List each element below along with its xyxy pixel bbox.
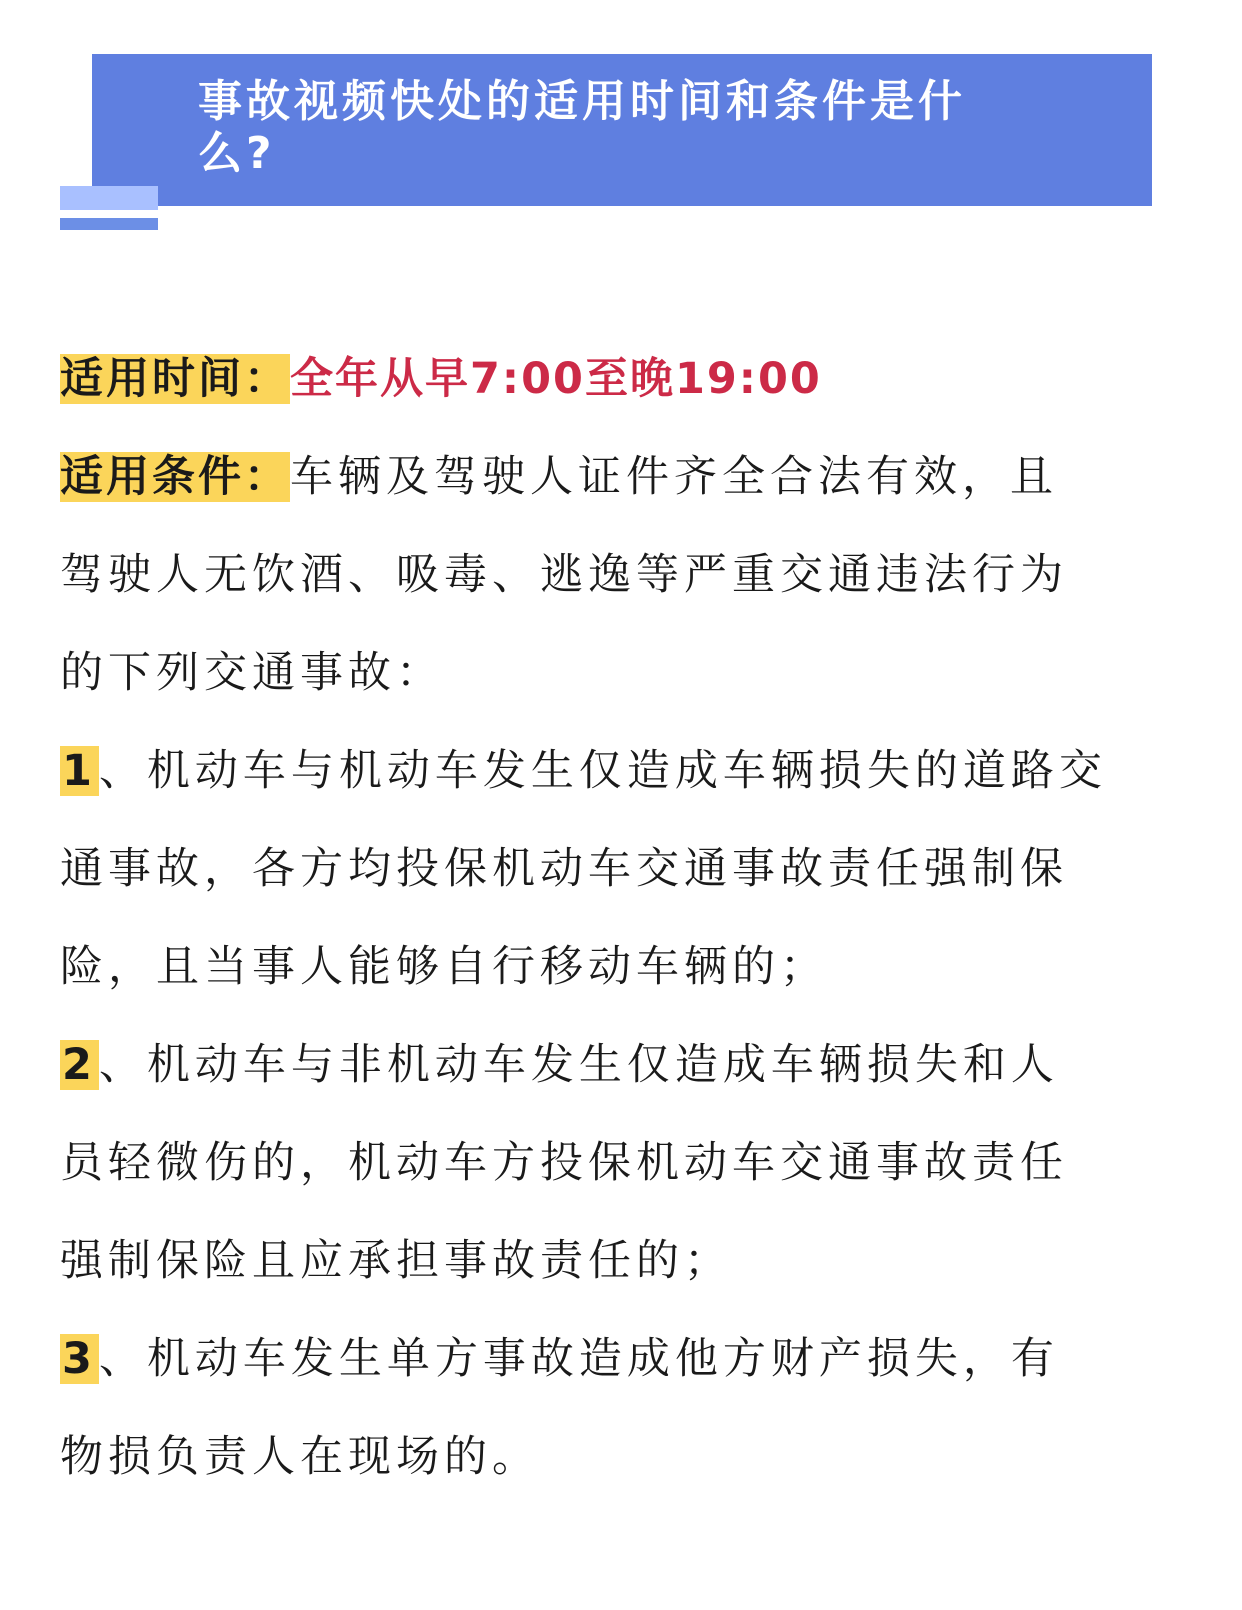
- list-item-1-line-3: 险，且当事人能够自行移动车辆的；: [60, 942, 828, 992]
- list-number-2: 2: [62, 1040, 97, 1090]
- list-number-1: 1: [62, 746, 97, 796]
- list-item-1-text: 、机动车与机动车发生仅造成车辆损失的道路交: [98, 746, 1107, 796]
- list-item-1: [60, 722, 1160, 820]
- article-body: [60, 330, 1160, 1506]
- time-value: 全年从早7:00至晚19:00: [290, 354, 822, 404]
- decorative-bar-light: [60, 186, 158, 210]
- title-line-2: 么?: [198, 128, 276, 179]
- list-item-3: [60, 1310, 1160, 1408]
- condition-line-3: 的下列交通事故：: [60, 648, 444, 698]
- condition-text-1: 车辆及驾驶人证件齐全合法有效，且: [290, 452, 1058, 502]
- list-item-3-line-2: 物损负责人在现场的。: [60, 1432, 540, 1482]
- condition-row: [60, 428, 1160, 526]
- list-number-3: 3: [62, 1334, 97, 1384]
- title-line-1: 事故视频快处的适用时间和条件是什: [198, 76, 966, 127]
- time-row: [60, 330, 1160, 428]
- decorative-bar-dark: [60, 218, 158, 230]
- list-item-1-line-2: 通事故，各方均投保机动车交通事故责任强制保: [60, 844, 1068, 894]
- list-item-2: [60, 1016, 1160, 1114]
- title-banner: [92, 54, 1152, 206]
- list-item-3-text: 、机动车发生单方事故造成他方财产损失，有: [98, 1334, 1059, 1384]
- list-item-2-line-3: 强制保险且应承担事故责任的；: [60, 1236, 732, 1286]
- condition-line-2: 驾驶人无饮酒、吸毒、逃逸等严重交通违法行为: [60, 550, 1068, 600]
- page-title: [198, 76, 1078, 180]
- time-label: 适用时间：: [60, 354, 290, 404]
- list-item-2-line-2: 员轻微伤的，机动车方投保机动车交通事故责任: [60, 1138, 1068, 1188]
- list-item-2-text: 、机动车与非机动车发生仅造成车辆损失和人: [98, 1040, 1059, 1090]
- condition-label: 适用条件：: [60, 452, 290, 502]
